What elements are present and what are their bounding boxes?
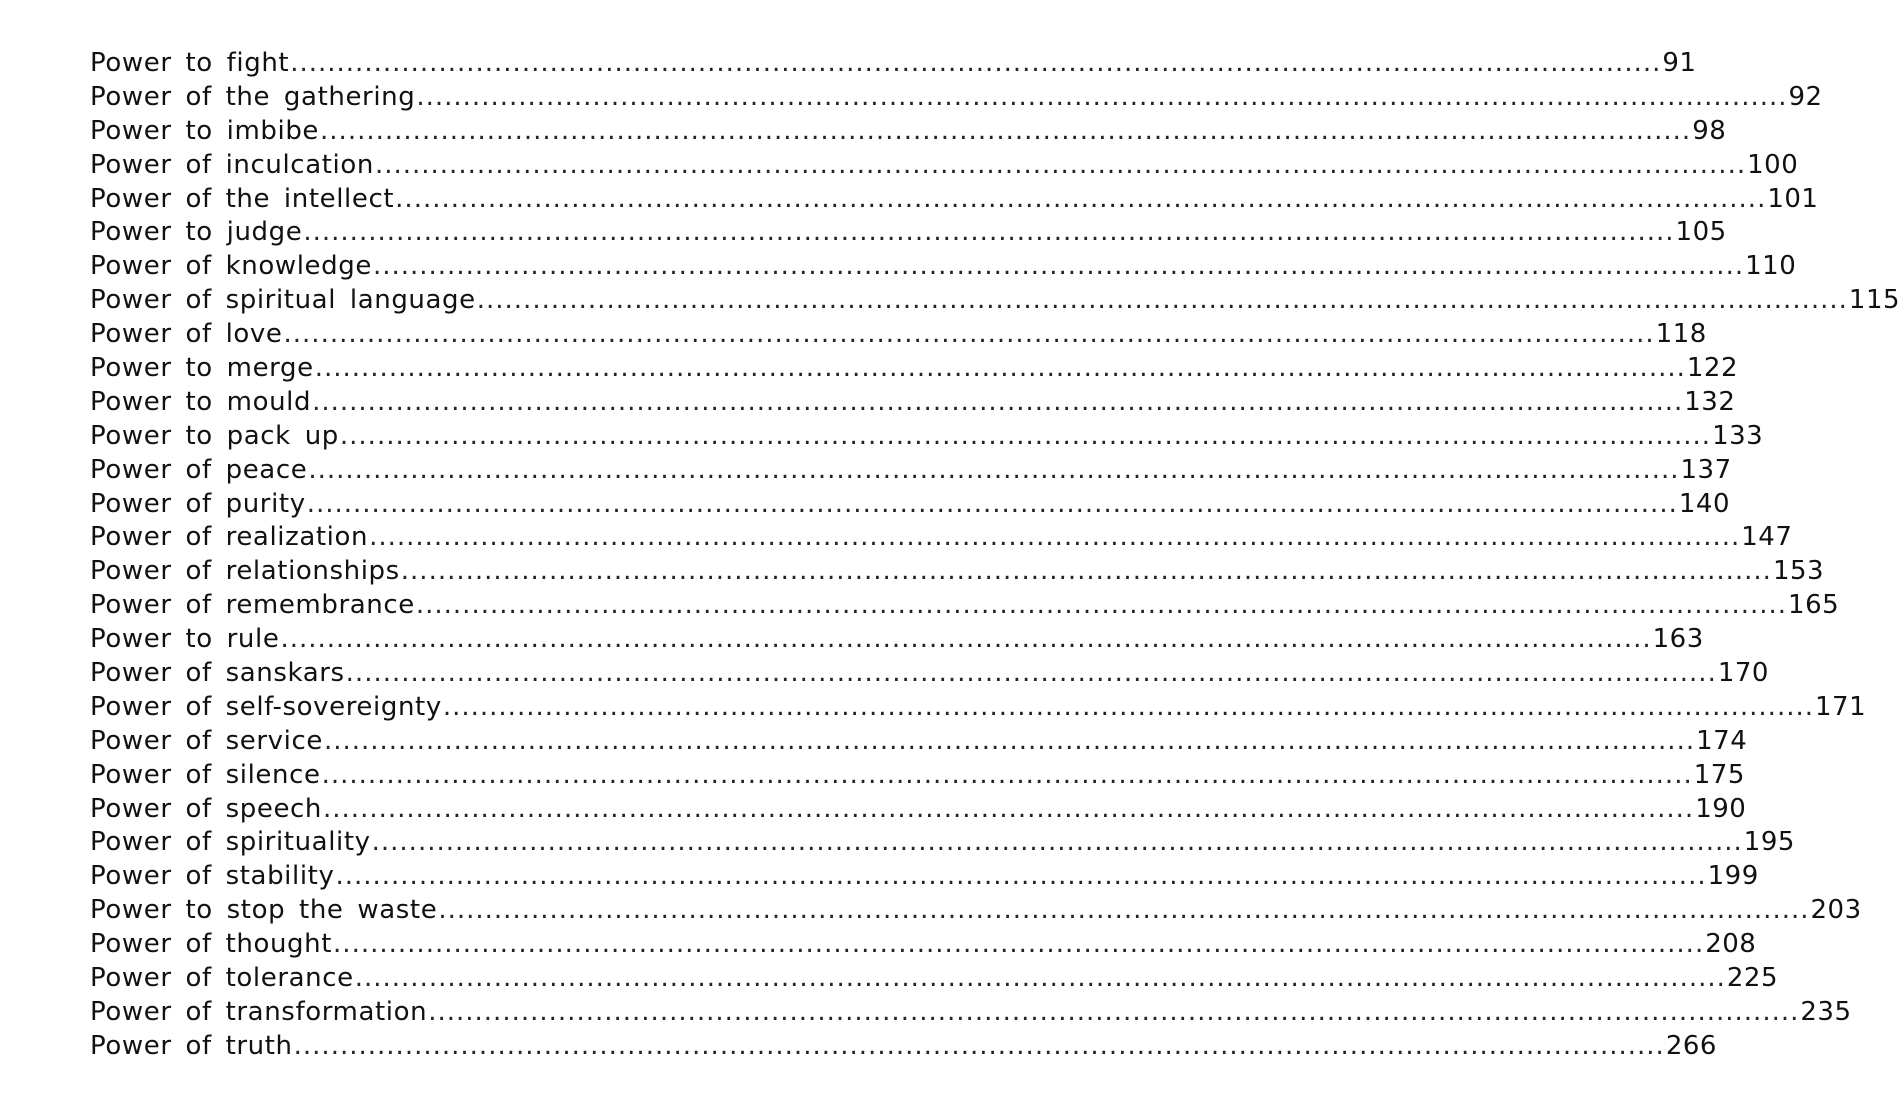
dot-leader: .................................................................................................................................................... <box>306 488 1678 519</box>
dot-leader: .................................................................................................................................................... <box>354 963 1726 994</box>
toc-entry-title: Power of transformation <box>90 996 428 1027</box>
dot-leader: .................................................................................................................................................... <box>333 929 1705 960</box>
toc-entry-page-number: 170 <box>1717 658 1769 689</box>
toc-entry-title: Power of truth <box>90 1030 293 1061</box>
dot-leader: .................................................................................................................................................... <box>303 217 1675 248</box>
toc-entry-page-number: 105 <box>1675 217 1727 248</box>
toc-entry-title: Power to rule <box>90 624 280 655</box>
toc-entry-title: Power of spirituality <box>90 827 371 858</box>
dot-leader: .................................................................................................................................................... <box>372 251 1745 282</box>
toc-entry-title: Power of speech <box>90 793 323 824</box>
toc-entry <box>90 962 1779 996</box>
toc-entry-title: Power of relationships <box>90 556 400 587</box>
dot-leader: .................................................................................................................................................... <box>339 420 1712 451</box>
dot-leader: .................................................................................................................................................... <box>369 522 1741 553</box>
toc-entry-page-number: 203 <box>1810 895 1862 926</box>
toc-entry <box>90 860 1759 894</box>
toc-entry-title: Power of peace <box>90 454 308 485</box>
toc-entry <box>90 250 1797 284</box>
toc-entry <box>90 386 1736 420</box>
toc-entry <box>90 81 1823 115</box>
dot-leader: .................................................................................................................................................... <box>290 48 1662 78</box>
table-of-contents <box>90 47 1900 1064</box>
toc-entry <box>90 759 1745 793</box>
toc-entry-title: Power of love <box>90 319 283 350</box>
toc-entry-page-number: 110 <box>1745 251 1797 282</box>
toc-entry <box>90 996 1852 1030</box>
toc-entry-page-number: 118 <box>1655 319 1707 350</box>
dot-leader: .................................................................................................................................................... <box>293 1030 1665 1061</box>
toc-entry-page-number: 115 <box>1848 285 1900 316</box>
dot-leader: .................................................................................................................................................... <box>323 793 1695 824</box>
toc-entry-page-number: 225 <box>1726 963 1779 994</box>
dot-leader: .................................................................................................................................................... <box>476 285 1848 316</box>
toc-entry-title: Power of spiritual language <box>90 285 476 316</box>
toc-entry-title: Power to pack up <box>90 420 339 451</box>
dot-leader: .................................................................................................................................................... <box>323 725 1696 756</box>
toc-entry-page-number: 98 <box>1692 115 1727 146</box>
toc-entry-page-number: 122 <box>1686 353 1739 384</box>
toc-entry-title: Power of sanskars <box>90 658 345 689</box>
toc-entry-page-number: 100 <box>1747 149 1799 180</box>
toc-entry <box>90 115 1727 149</box>
toc-entry-title: Power to mould <box>90 386 312 417</box>
toc-entry-title: Power to merge <box>90 353 314 384</box>
toc-entry-page-number: 92 <box>1788 81 1823 112</box>
toc-entry <box>90 657 1769 691</box>
toc-entry-title: Power of service <box>90 725 323 756</box>
toc-entry-title: Power of the gathering <box>90 81 416 112</box>
toc-entry-title: Power of knowledge <box>90 251 372 282</box>
toc-entry-page-number: 91 <box>1662 48 1697 78</box>
dot-leader: .................................................................................................................................................... <box>374 149 1747 180</box>
toc-entry <box>90 623 1704 657</box>
toc-entry-title: Power of silence <box>90 759 321 790</box>
toc-entry <box>90 589 1840 623</box>
toc-entry <box>90 826 1795 860</box>
toc-entry-page-number: 235 <box>1800 996 1852 1027</box>
toc-entry-title: Power of realization <box>90 522 369 553</box>
toc-entry-page-number: 190 <box>1695 793 1747 824</box>
toc-entry-page-number: 175 <box>1693 759 1745 790</box>
dot-leader: .................................................................................................................................................... <box>308 454 1680 485</box>
dot-leader: .................................................................................................................................................... <box>400 556 1772 587</box>
toc-entry-title: Power of self-sovereignty <box>90 691 442 722</box>
toc-entry-page-number: 163 <box>1652 624 1704 655</box>
toc-entry-page-number: 101 <box>1767 183 1819 214</box>
toc-entry <box>90 216 1727 250</box>
dot-leader: .................................................................................................................................................... <box>415 590 1788 621</box>
dot-leader: .................................................................................................................................................... <box>283 319 1655 350</box>
toc-entry-page-number: 171 <box>1815 691 1867 722</box>
toc-entry-page-number: 140 <box>1678 488 1730 519</box>
dot-leader: .................................................................................................................................................... <box>321 759 1693 790</box>
toc-entry-title: Power of stability <box>90 861 335 892</box>
dot-leader: .................................................................................................................................................... <box>314 353 1686 384</box>
dot-leader: .................................................................................................................................................... <box>280 624 1652 655</box>
toc-entry-title: Power of the intellect <box>90 183 395 214</box>
toc-entry-title: Power to imbibe <box>90 115 320 146</box>
dot-leader: .................................................................................................................................................... <box>312 386 1684 417</box>
toc-entry-title: Power of inculcation <box>90 149 374 180</box>
dot-leader: .................................................................................................................................................... <box>442 691 1814 722</box>
toc-entry <box>90 691 1867 725</box>
toc-entry-title: Power to stop the waste <box>90 895 438 926</box>
toc-entry-page-number: 132 <box>1684 386 1736 417</box>
toc-entry-page-number: 208 <box>1705 929 1757 960</box>
toc-entry <box>90 928 1757 962</box>
toc-entry <box>90 894 1862 928</box>
toc-entry <box>90 420 1764 454</box>
toc-entry <box>90 149 1799 183</box>
toc-entry <box>90 725 1748 759</box>
toc-entry <box>90 521 1793 555</box>
toc-entry <box>90 183 1819 217</box>
toc-entry-page-number: 147 <box>1741 522 1793 553</box>
toc-entry-title: Power of tolerance <box>90 963 354 994</box>
toc-entry-page-number: 153 <box>1772 556 1825 587</box>
toc-entry <box>90 352 1739 386</box>
toc-entry-title: Power of purity <box>90 488 306 519</box>
toc-entry-page-number: 165 <box>1788 590 1840 621</box>
toc-entry <box>90 47 1697 81</box>
toc-entry-page-number: 137 <box>1680 454 1732 485</box>
toc-entry <box>90 793 1747 827</box>
toc-entry-title: Power to fight <box>90 48 290 78</box>
dot-leader: .................................................................................................................................................... <box>371 827 1743 858</box>
toc-entry-page-number: 266 <box>1665 1030 1717 1061</box>
toc-entry <box>90 1030 1717 1064</box>
dot-leader: .................................................................................................................................................... <box>335 861 1707 892</box>
toc-entry <box>90 454 1732 488</box>
toc-entry-title: Power to judge <box>90 217 303 248</box>
toc-entry-page-number: 133 <box>1712 420 1764 451</box>
dot-leader: .................................................................................................................................................... <box>438 895 1810 926</box>
dot-leader: .................................................................................................................................................... <box>395 183 1767 214</box>
toc-entry-title: Power of remembrance <box>90 590 415 621</box>
dot-leader: .................................................................................................................................................... <box>416 81 1788 112</box>
toc-entry-page-number: 174 <box>1696 725 1748 756</box>
toc-entry-page-number: 199 <box>1707 861 1759 892</box>
toc-entry-title: Power of thought <box>90 929 333 960</box>
toc-entry-page-number: 195 <box>1743 827 1795 858</box>
toc-entry <box>90 284 1900 318</box>
toc-entry <box>90 318 1707 352</box>
dot-leader: .................................................................................................................................................... <box>428 996 1800 1027</box>
toc-entry <box>90 488 1730 522</box>
dot-leader: .................................................................................................................................................... <box>345 658 1717 689</box>
dot-leader: .................................................................................................................................................... <box>320 115 1692 146</box>
toc-entry <box>90 555 1825 589</box>
